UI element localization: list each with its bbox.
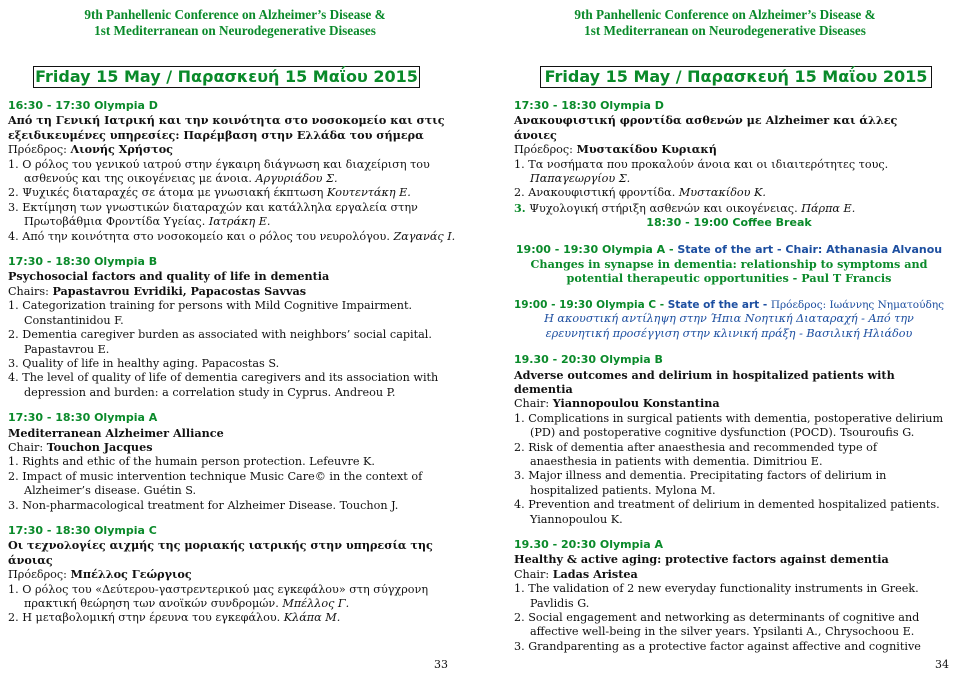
talk-item: [8, 371, 460, 400]
talk-title: Ανακουφιστική φροντίδα.: [528, 186, 679, 200]
left-page: [0, 0, 470, 677]
talk-item: [8, 499, 460, 513]
chair-name: Ιωάννης Νηματούδης: [829, 298, 944, 311]
right-page: [490, 0, 960, 677]
talk-title: Risk of dementia after anaesthesia and recommended type of anaesthesia in patients with dementia. Dimitriou E.: [528, 440, 878, 468]
day-banner: Friday 15 May / Παρασκευή 15 Μαΐου 2015: [33, 66, 420, 88]
session-block: [514, 99, 944, 231]
session-time: 19:00 - 19:30 Olympia A -: [515, 242, 678, 256]
talk-item: [8, 470, 460, 499]
left-column: [8, 99, 460, 637]
talk-number: 1.: [8, 582, 19, 596]
talk-number: 1.: [8, 455, 19, 469]
talk-author: Παπαγεωργίου Σ.: [530, 172, 631, 186]
talk-number: 3.: [514, 200, 526, 215]
talk-number: 3.: [514, 469, 525, 483]
talk-item: [8, 455, 460, 469]
chair-label: Chair:: [514, 567, 553, 581]
session-title: Healthy & active aging: protective factors against dementia: [514, 552, 889, 567]
session-chair: [514, 567, 944, 582]
session-chair: [8, 284, 460, 299]
session-chair: [8, 142, 460, 157]
session-chair: [514, 142, 944, 157]
conference-title-line1: 9th Panhellenic Conference on Alzheimer’s Disease &: [574, 7, 876, 22]
talk-title: Ψυχολογική στήριξη ασθενών και οικογένειας.: [529, 201, 802, 215]
talk-number: 1.: [514, 411, 525, 425]
session-chair: [8, 567, 460, 582]
day-banner: Friday 15 May / Παρασκευή 15 Μαΐου 2015: [540, 66, 932, 88]
talk-number: 2.: [8, 186, 19, 200]
chair-label: Πρόεδρος:: [8, 143, 71, 157]
lecture-title: Η ακουστική αντίληψη στην Ήπια Νοητική Διαταραχή - Από την ερευνητική προσέγγιση στην κλινική πράξη - Βασιλική Ηλιάδου: [544, 312, 914, 340]
talk-item: [8, 186, 460, 200]
session-chair: State of the art - Chair: Athanasia Alvanou: [677, 242, 943, 256]
talk-title: Prevention and treatment of delirium in demented hospitalized patients. Yiannopoulou K.: [528, 498, 940, 526]
talk-author: Κλάπα Μ.: [283, 611, 341, 625]
session-chair: [514, 396, 944, 411]
talk-title: Quality of life in healthy aging. Papacostas S.: [22, 356, 280, 370]
talk-item: [514, 498, 944, 527]
talk-number: 2.: [514, 186, 525, 200]
talk-item: [8, 299, 460, 328]
talk-title: The level of quality of life of dementia caregivers and its association with depression and burden: a correlation study in Cyprus. Andreou P.: [22, 371, 439, 399]
talk-title: Η μεταβολομική στην έρευνα του εγκεφάλου.: [22, 611, 284, 625]
talk-number: 2.: [8, 611, 19, 625]
chair-name: Λιονής Χρήστος: [70, 142, 173, 157]
talk-number: 1.: [8, 157, 19, 171]
talk-title: Impact of music intervention technique Music Care© in the context of Alzheimer’s disease. Guétin S.: [22, 469, 423, 498]
page-number: 33: [434, 658, 448, 671]
talk-item: [514, 582, 944, 611]
chair-label: Chair:: [8, 440, 47, 454]
talk-item: [514, 412, 944, 441]
chair-label: Πρόεδρος:: [514, 143, 577, 157]
session-block: [8, 524, 460, 626]
talk-item: [514, 611, 944, 640]
talk-item: [514, 201, 944, 216]
conference-header: [0, 7, 470, 39]
talk-item: [8, 583, 460, 612]
state-of-art-header: [514, 298, 944, 312]
session-time: 17:30 - 18:30 Olympia C: [8, 523, 157, 537]
conference-header: [490, 7, 960, 39]
talk-title: The validation of 2 new everyday functionality instruments in Greek. Pavlidis G.: [528, 582, 919, 610]
conference-title-line2: 1st Mediterranean on Neurodegenerative Diseases: [94, 23, 376, 38]
session-time: 16:30 - 17:30 Olympia D: [8, 99, 158, 112]
right-column: [514, 99, 944, 665]
talk-item: [8, 201, 460, 230]
talk-title: Τα νοσήματα που προκαλούν άνοια και οι ιδιαιτερότητες τους.: [528, 157, 889, 171]
session-time: 19.30 - 20:30 Olympia B: [514, 353, 663, 367]
talk-number: 3.: [8, 356, 19, 370]
talk-title: Rights and ethic of the humain person protection. Lefeuvre K.: [22, 455, 375, 469]
page-number: 34: [935, 658, 949, 671]
talk-title: Non-pharmacological treatment for Alzheimer Disease. Touchon J.: [22, 498, 399, 512]
talk-number: 1.: [514, 157, 525, 171]
talk-item: [514, 158, 944, 187]
talk-number: 3.: [514, 639, 525, 653]
talk-number: 2.: [514, 611, 525, 624]
session-label: State of the art -: [667, 298, 771, 311]
talk-author: Πάρπα Ε.: [801, 201, 856, 215]
talk-author: Μυστακίδου Κ.: [678, 186, 766, 200]
chair-label: Πρόεδρος:: [8, 568, 71, 582]
talk-author: Ζαγανάς Ι.: [393, 229, 456, 243]
talk-item: [8, 158, 460, 187]
talk-title: Από την κοινότητα στο νοσοκομείο και ο ρόλος του νευρολόγου.: [22, 229, 394, 243]
talk-title: Grandparenting as a protective factor against affective and cognitive: [528, 639, 921, 653]
talk-title: Dementia caregiver burden as associated with neighbors’ social capital. Papastavrou E.: [22, 328, 432, 356]
talk-item: [514, 640, 944, 654]
talk-title: Εκτίμηση των γνωστικών διαταραχών και κατάλληλα εργαλεία στην Πρωτοβάθμια Φροντίδα Υγείας.: [22, 200, 418, 229]
talk-number: 2.: [8, 469, 19, 483]
talk-title: Ο ρόλος του «Δεύτερου-γαστρεντερικού μας εγκεφάλου» στη σύγχρονη πρακτική θεώρηση των ανοϊκών συνδρομών.: [22, 582, 429, 610]
lecture-title: Changes in synapse in dementia: relationship to symptoms and potential therapeutic opportunities - Paul T Francis: [530, 257, 928, 286]
talk-title: Ο ρόλος του γενικού ιατρού στην έγκαιρη διάγνωση και διαχείριση του ασθενούς και της οικογένειας με άνοια.: [22, 157, 430, 186]
chair-name: Touchon Jacques: [46, 439, 153, 454]
session-block: [514, 538, 944, 654]
session-chair: [8, 440, 460, 455]
session-block: [8, 411, 460, 513]
session-title: Από τη Γενική Ιατρική και την κοινότητα στο νοσοκομείο και στις εξειδικευμένες υπηρεσίες: Παρέμβαση στην Ελλάδα του σήμερα: [8, 113, 445, 142]
talk-number: 2.: [8, 328, 19, 342]
chair-name: Μυστακίδου Κυριακή: [576, 142, 717, 157]
coffee-break: 18:30 - 19:00 Coffee Break: [646, 216, 812, 230]
session-block: [8, 99, 460, 244]
talk-number: 1.: [8, 299, 19, 313]
talk-number: 2.: [514, 440, 525, 454]
talk-item: [514, 469, 944, 498]
session-title: Psychosocial factors and quality of life in dementia: [8, 269, 330, 284]
talk-item: [8, 611, 460, 625]
chair-label: Chairs:: [8, 284, 53, 298]
talk-title: Complications in surgical patients with dementia, postoperative delirium (PD) and postoperative cognitive dysfunction (POCD). Tsouroufis G.: [528, 411, 944, 440]
talk-title: Social engagement and networking as determinants of cognitive and affective well-being in the silver years. Ypsilanti A., Chrysochoou E.: [528, 611, 920, 639]
talk-number: 3.: [8, 498, 19, 512]
session-time: 17:30 - 18:30 Olympia A: [8, 411, 158, 425]
chair-label: Chair:: [514, 397, 553, 411]
chair-name: Μπέλλος Γεώργιος: [70, 567, 192, 582]
talk-item: [514, 441, 944, 470]
chair-name: Yiannopoulou Konstantina: [552, 396, 720, 411]
talk-number: 4.: [8, 371, 19, 385]
talk-author: Κουτεντάκη Ε.: [326, 186, 411, 200]
session-block: [514, 353, 944, 527]
session-time: 19.30 - 20:30 Olympia A: [514, 537, 664, 551]
chair-name: Papastavrou Evridiki, Papacostas Savvas: [52, 283, 306, 298]
talk-number: 4.: [8, 229, 19, 243]
state-of-art-header: [514, 243, 944, 257]
talk-item: [8, 357, 460, 371]
session-title: Adverse outcomes and delirium in hospitalized patients with dementia: [514, 367, 895, 396]
chair-name: Ladas Aristea: [552, 566, 638, 581]
state-of-art-block: [514, 243, 944, 286]
lecture-speaker: Βασιλική Ηλιάδου: [806, 326, 913, 340]
chair-label: Πρόεδρος:: [770, 298, 830, 311]
talk-item: [8, 230, 460, 244]
talk-author: Ιατράκη Ε.: [208, 215, 271, 229]
talk-author: Μπέλλος Γ.: [282, 597, 350, 610]
talk-number: 3.: [8, 200, 19, 214]
state-of-art-block: [514, 298, 944, 341]
conference-title-line2: 1st Mediterranean on Neurodegenerative Diseases: [584, 23, 866, 38]
conference-title-line1: 9th Panhellenic Conference on Alzheimer’s Disease &: [84, 7, 386, 22]
talk-item: [514, 186, 944, 200]
session-block: [8, 255, 460, 400]
talk-title: Categorization training for persons with Mild Cognitive Impairment. Constantinidou F.: [22, 299, 413, 327]
talk-number: 1.: [514, 582, 525, 596]
talk-title: Major illness and dementia. Precipitating factors of delirium in hospitalized patients. Mylona M.: [528, 469, 887, 497]
session-time: 17:30 - 18:30 Olympia B: [8, 255, 158, 269]
talk-author: Αργυριάδου Σ.: [255, 172, 338, 186]
talk-number: 4.: [514, 498, 525, 512]
session-title: Mediterranean Alzheimer Alliance: [8, 425, 224, 440]
session-time: 17:30 - 18:30 Olympia D: [514, 99, 664, 112]
session-title: Ανακουφιστική φροντίδα ασθενών με Alzheimer και άλλες άνοιες: [514, 113, 898, 142]
session-title: Οι τεχνολογίες αιχμής της μοριακής ιατρικής στην υπηρεσία της άνοιας: [8, 538, 433, 567]
talk-title: Ψυχικές διαταραχές σε άτομα με γνωσιακή έκπτωση: [22, 186, 327, 200]
session-time: 19:00 - 19:30 Olympia C -: [514, 298, 668, 311]
talk-item: [8, 328, 460, 357]
